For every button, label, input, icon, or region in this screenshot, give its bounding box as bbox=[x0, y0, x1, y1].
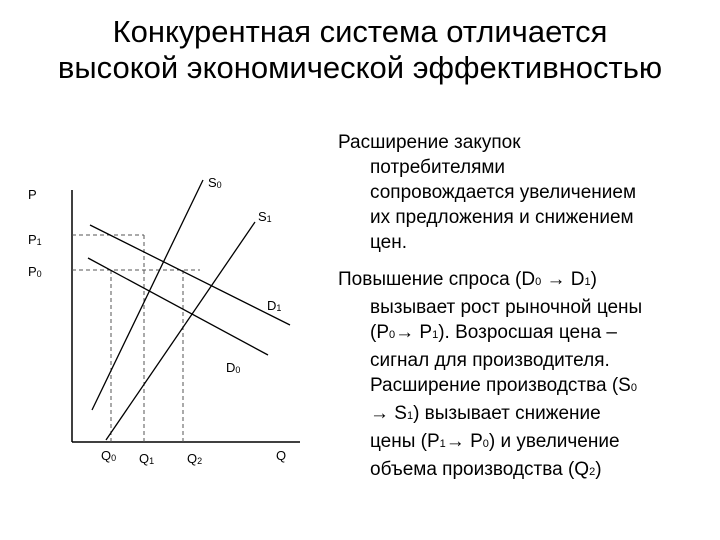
para2-line-2: вызывает рост рыночной цены bbox=[370, 297, 643, 318]
para1-line-1: Расширение закупок bbox=[338, 132, 521, 153]
label-d0: D0 bbox=[226, 360, 241, 375]
para1-line-2: потребителями bbox=[370, 157, 506, 178]
axis-label-q: Q bbox=[276, 448, 287, 463]
para2-line-3: (P0→ P1). Возросшая цена – bbox=[370, 322, 617, 343]
para2-line-8: объема производства (Q2) bbox=[370, 459, 602, 480]
demand-curve-d0 bbox=[88, 258, 268, 355]
para2-line-7: цены (P1→ P0) и увеличение bbox=[370, 431, 620, 452]
label-q1: Q1 bbox=[139, 451, 155, 466]
para2-line-1: Повышение спроса (D0 → D1) bbox=[338, 269, 597, 290]
para2-line-5: Расширение производства (S0 bbox=[370, 375, 637, 396]
label-q0: Q0 bbox=[101, 448, 117, 463]
axis-label-p: P bbox=[28, 187, 37, 202]
title-line-2: высокой экономической эффективностью bbox=[57, 50, 663, 85]
label-s0: S0 bbox=[208, 175, 222, 190]
supply-curve-s1 bbox=[106, 222, 255, 440]
para1-line-5: цен. bbox=[370, 232, 408, 253]
explanation-paragraph-1 bbox=[338, 130, 718, 255]
title-line-1: Конкурентная система отличается bbox=[112, 14, 608, 49]
supply-curve-s0 bbox=[92, 180, 203, 410]
label-p0: P0 bbox=[28, 264, 42, 279]
label-q2: Q2 bbox=[187, 451, 203, 466]
para1-line-3: сопровождается увеличением bbox=[370, 182, 637, 203]
para2-line-6: → S1) вызывает снижение bbox=[370, 403, 601, 424]
label-p1: P1 bbox=[28, 232, 42, 247]
para2-line-4: сигнал для производителя. bbox=[370, 350, 610, 371]
label-d1: D1 bbox=[267, 298, 282, 313]
explanation-paragraph-2 bbox=[338, 267, 718, 485]
para1-line-4: их предложения и снижением bbox=[370, 207, 634, 228]
label-s1: S1 bbox=[258, 209, 272, 224]
